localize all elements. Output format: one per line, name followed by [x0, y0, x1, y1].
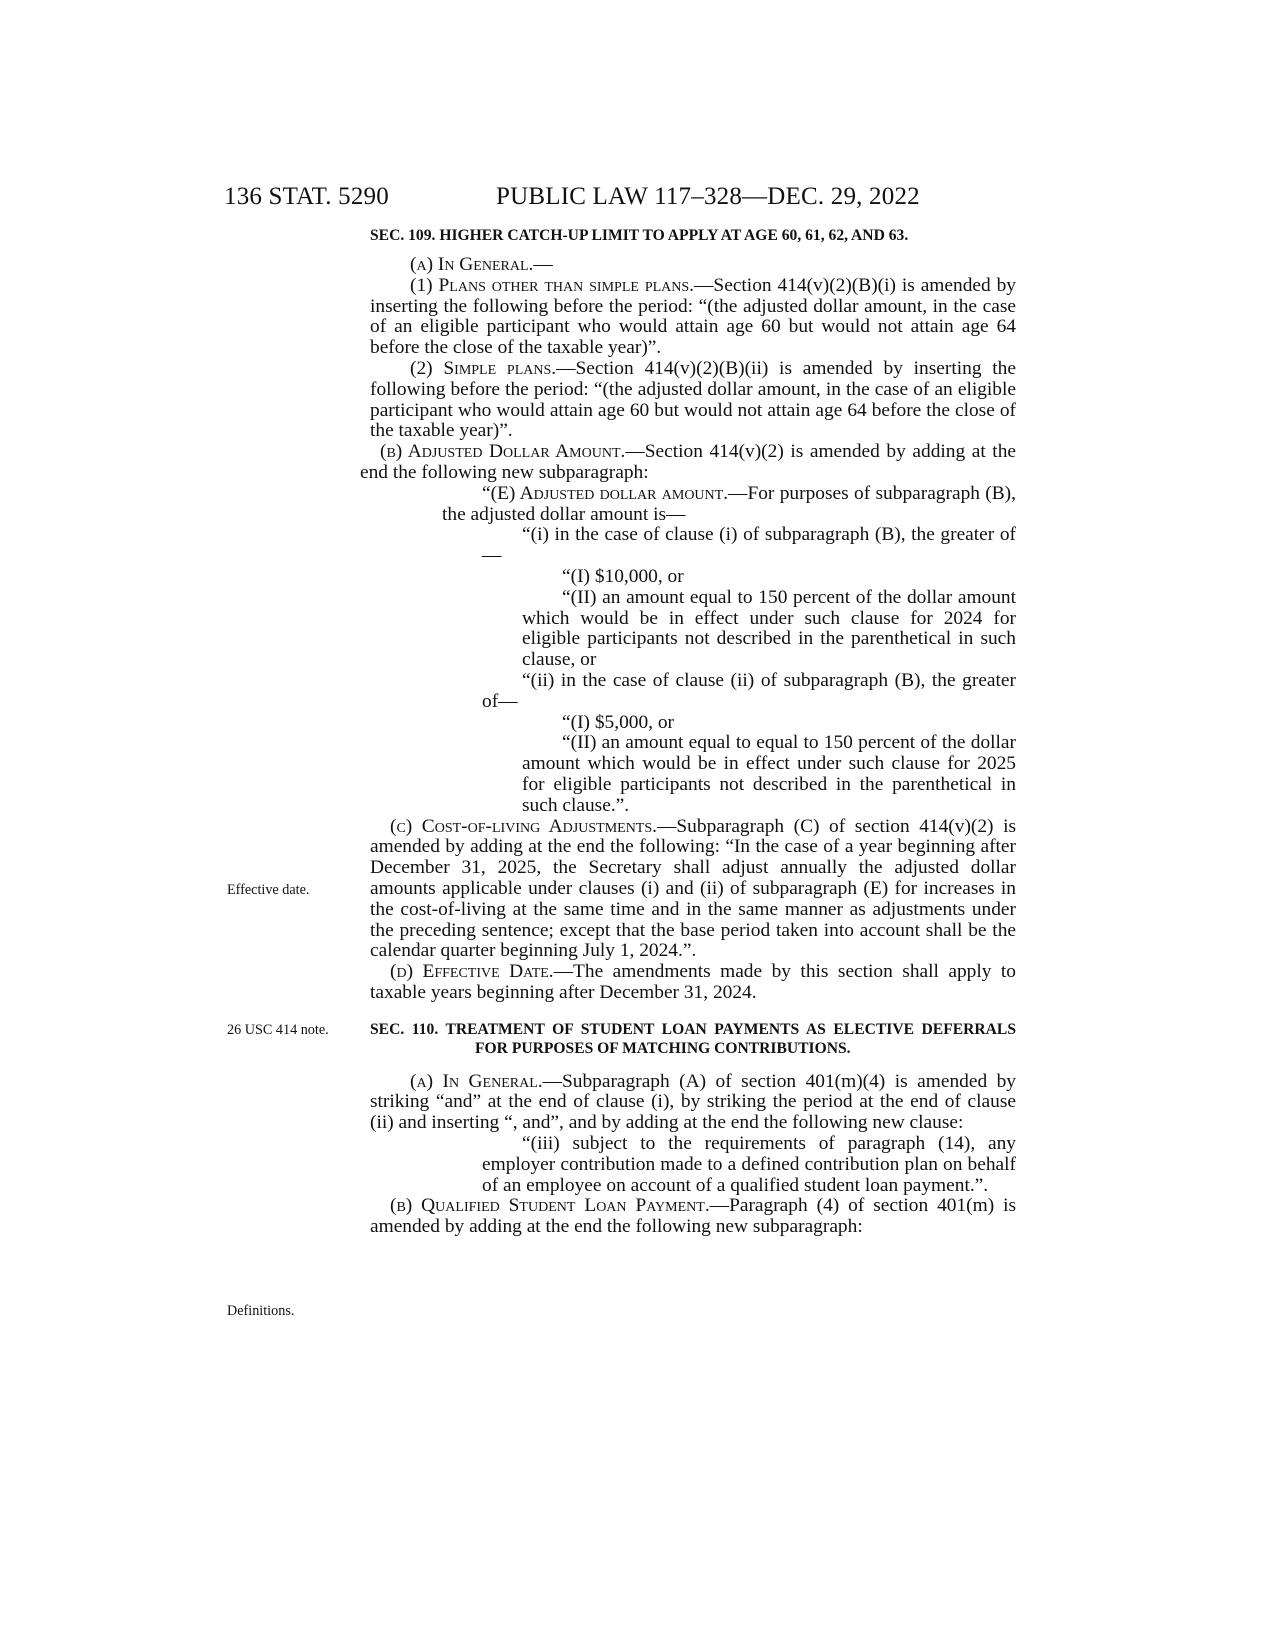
- margin-note-definitions: Definitions.: [227, 1303, 295, 1319]
- stat-page-number: 136 STAT. 5290: [224, 183, 389, 210]
- section-109-E: “(E) Adjusted dollar amount.—For purposes of subparagraph (B), the adjusted dollar amount is—: [442, 482, 1016, 525]
- clause-iii: “(iii) subject to the requirements of paragraph (14), any employer contribution made to a defined contribution plan on behalf of an employee on account of a qualified student loan payment.”.: [482, 1133, 1016, 1196]
- public-law-header: PUBLIC LAW 117–328—DEC. 29, 2022: [496, 183, 920, 210]
- clause-i: “(i) in the case of clause (i) of subparagraph (B), the greater of—: [482, 524, 1016, 567]
- section-110-heading: SEC. 110. TREATMENT OF STUDENT LOAN PAYMENTS AS ELECTIVE DEFERRALS FOR PURPOSES OF MATCHING CONTRIBUTIONS.: [370, 1020, 1016, 1057]
- section-109-heading: SEC. 109. HIGHER CATCH-UP LIMIT TO APPLY AT AGE 60, 61, 62, AND 63.: [370, 227, 909, 244]
- section-109-a1: (1) Plans other than simple plans.—Section 414(v)(2)(B)(i) is amended by inserting the following before the period: “(the adjusted dollar amount, in the case of an eligible participant who would attain age 60 but would not attain age 64 before the close of the taxable year)”.: [370, 274, 1016, 359]
- section-109-b: (b) Adjusted Dollar Amount.—Section 414(v)(2) is amended by adding at the end the following new subparagraph:: [360, 441, 1016, 483]
- document-body: [360, 226, 1017, 1238]
- margin-note-usc: 26 USC 414 note.: [227, 1022, 329, 1038]
- margin-note-effective-date: Effective date.: [227, 882, 310, 898]
- section-110-b: (b) Qualified Student Loan Payment.—Paragraph (4) of section 401(m) is amended by adding at the end the following new subparagraph:: [370, 1195, 1017, 1238]
- section-109-c: (c) Cost-of-living Adjustments.—Subparagraph (C) of section 414(v)(2) is amended by adding at the end the following: “In the case of a year beginning after December 31, 2025, the Secretary shall adjust annually the adjusted dollar amounts applicable under clauses (i) and (ii) of subparagraph (E) for increases in the cost-of-living at the same time and in the same manner as adjustments under the preceding sentence; except that the base period taken into account shall be the calendar quarter beginning July 1, 2024.”.: [370, 815, 1016, 962]
- section-110-a: (a) In General.—Subparagraph (A) of section 401(m)(4) is amended by striking “and” at the end of clause (i), by striking the period at the end of clause (ii) and inserting “, and”, and by adding at the end the following new clause:: [370, 1070, 1016, 1134]
- section-109-a2: (2) Simple plans.—Section 414(v)(2)(B)(ii) is amended by inserting the following before the period: “(the adjusted dollar amount, in the case of an eligible participant who would attain age 60 but would not attain age 64 before the close of the taxable year)”.: [370, 357, 1016, 442]
- clause-ii-subclause-I: “(I) $5,000, or: [562, 711, 674, 733]
- clause-ii-subclause-II: “(II) an amount equal to equal to 150 percent of the dollar amount which would be in effect under such clause for 2025 for eligible participants not described in the parenthetical in such clause.”.: [522, 732, 1016, 816]
- section-109-d: (d) Effective Date.—The amendments made by this section shall apply to taxable years beginning after December 31, 2024.: [370, 961, 1016, 1003]
- clause-i-subclause-I: “(I) $10,000, or: [562, 565, 684, 587]
- section-109-a-label: (a) In General.—: [410, 254, 553, 275]
- clause-ii: “(ii) in the case of clause (ii) of subparagraph (B), the greater of—: [482, 669, 1016, 712]
- clause-i-subclause-II: “(II) an amount equal to 150 percent of the dollar amount which would be in effect under such clause for 2024 for eligible participants not described in the parenthetical in such clause, or: [522, 586, 1016, 671]
